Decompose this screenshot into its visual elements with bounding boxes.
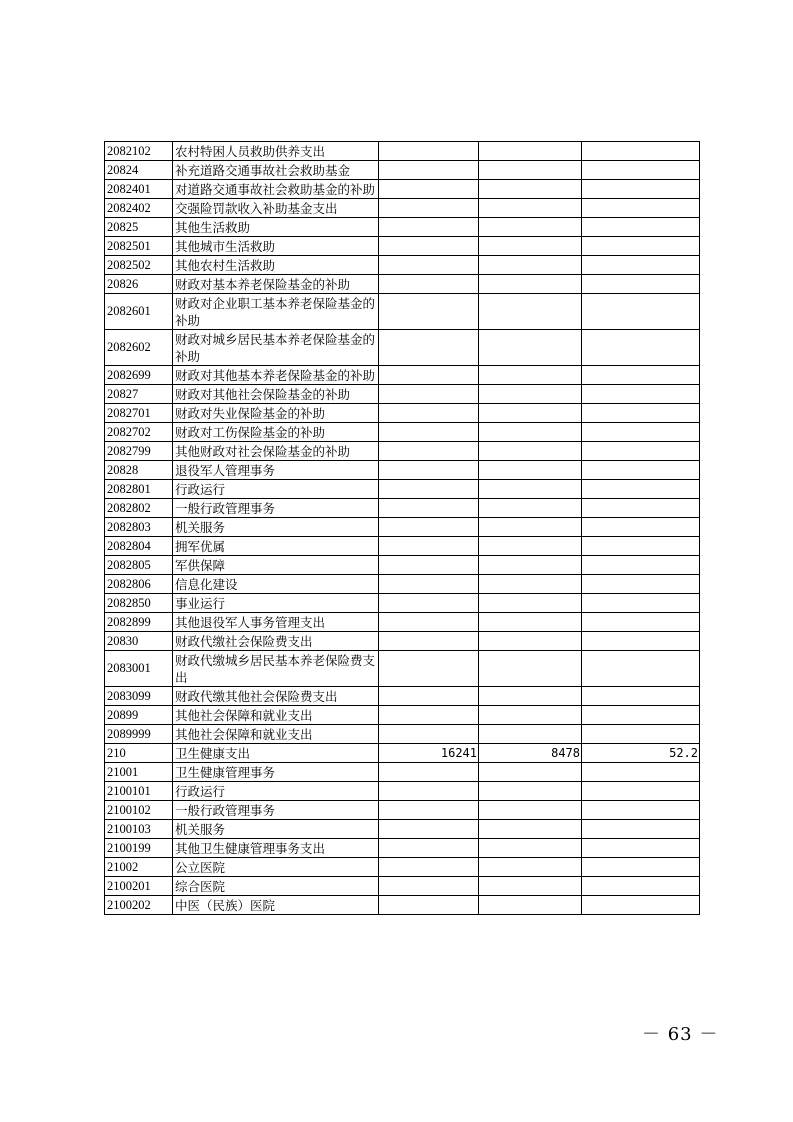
value-cell-2	[479, 801, 582, 820]
table-row	[105, 480, 700, 499]
value-cell-1	[379, 858, 479, 877]
value-cell-2	[479, 366, 582, 385]
value-cell-1	[379, 256, 479, 275]
code-cell: 2082501	[105, 237, 173, 256]
name-cell: 财政代缴城乡居民基本养老保险费支出	[173, 651, 379, 687]
value-cell-3	[582, 651, 700, 687]
value-cell-1	[379, 594, 479, 613]
code-cell: 2082699	[105, 366, 173, 385]
value-cell-3	[582, 330, 700, 366]
value-cell-3	[582, 858, 700, 877]
value-cell-1	[379, 801, 479, 820]
value-cell-2	[479, 518, 582, 537]
code-cell: 2082401	[105, 180, 173, 199]
value-cell-1	[379, 142, 479, 161]
value-cell-2	[479, 237, 582, 256]
table-row	[105, 651, 700, 687]
code-cell: 2089999	[105, 725, 173, 744]
value-cell-2	[479, 782, 582, 801]
value-cell-2	[479, 763, 582, 782]
value-cell-1	[379, 199, 479, 218]
code-cell: 20830	[105, 632, 173, 651]
code-cell: 2083099	[105, 687, 173, 706]
code-cell: 20827	[105, 385, 173, 404]
table-row	[105, 180, 700, 199]
table-row	[105, 256, 700, 275]
name-cell: 其他财政对社会保险基金的补助	[173, 442, 379, 461]
name-cell: 其他社会保障和就业支出	[173, 725, 379, 744]
table-row	[105, 575, 700, 594]
value-cell-1	[379, 404, 479, 423]
value-cell-3	[582, 820, 700, 839]
value-cell-2	[479, 877, 582, 896]
value-cell-3	[582, 877, 700, 896]
value-cell-1	[379, 782, 479, 801]
name-cell: 事业运行	[173, 594, 379, 613]
name-cell: 卫生健康管理事务	[173, 763, 379, 782]
value-cell-3	[582, 499, 700, 518]
budget-table	[104, 141, 700, 915]
value-cell-1	[379, 706, 479, 725]
value-cell-2	[479, 556, 582, 575]
value-cell-3: 52.2	[582, 744, 700, 763]
name-cell: 卫生健康支出	[173, 744, 379, 763]
code-cell: 2100201	[105, 877, 173, 896]
code-cell: 2082899	[105, 613, 173, 632]
value-cell-2	[479, 706, 582, 725]
code-cell: 2100101	[105, 782, 173, 801]
table-row	[105, 613, 700, 632]
value-cell-1	[379, 651, 479, 687]
value-cell-1	[379, 820, 479, 839]
name-cell: 机关服务	[173, 518, 379, 537]
value-cell-2	[479, 294, 582, 330]
value-cell-2	[479, 142, 582, 161]
value-cell-1	[379, 499, 479, 518]
value-cell-1	[379, 366, 479, 385]
value-cell-2	[479, 858, 582, 877]
value-cell-3	[582, 556, 700, 575]
value-cell-3	[582, 706, 700, 725]
value-cell-1	[379, 423, 479, 442]
table-row	[105, 858, 700, 877]
value-cell-1	[379, 518, 479, 537]
name-cell: 一般行政管理事务	[173, 801, 379, 820]
value-cell-2	[479, 442, 582, 461]
value-cell-3	[582, 180, 700, 199]
value-cell-2	[479, 820, 582, 839]
name-cell: 财政对工伤保险基金的补助	[173, 423, 379, 442]
value-cell-3	[582, 294, 700, 330]
code-cell: 2100102	[105, 801, 173, 820]
value-cell-1	[379, 442, 479, 461]
page-number: － 63 －	[642, 1024, 719, 1045]
table-row	[105, 423, 700, 442]
code-cell: 2083001	[105, 651, 173, 687]
name-cell: 其他卫生健康管理事务支出	[173, 839, 379, 858]
name-cell: 农村特困人员救助供养支出	[173, 142, 379, 161]
code-cell: 2082802	[105, 499, 173, 518]
name-cell: 财政对其他社会保险基金的补助	[173, 385, 379, 404]
name-cell: 一般行政管理事务	[173, 499, 379, 518]
table-row	[105, 218, 700, 237]
code-cell: 210	[105, 744, 173, 763]
value-cell-2	[479, 480, 582, 499]
value-cell-3	[582, 366, 700, 385]
table-row	[105, 404, 700, 423]
code-cell: 20824	[105, 161, 173, 180]
value-cell-1	[379, 237, 479, 256]
value-cell-1	[379, 877, 479, 896]
name-cell: 拥军优属	[173, 537, 379, 556]
table-row	[105, 385, 700, 404]
name-cell: 财政对其他基本养老保险基金的补助	[173, 366, 379, 385]
value-cell-1	[379, 294, 479, 330]
name-cell: 综合医院	[173, 877, 379, 896]
value-cell-3	[582, 725, 700, 744]
code-cell: 21002	[105, 858, 173, 877]
value-cell-3	[582, 537, 700, 556]
value-cell-3	[582, 256, 700, 275]
table-row	[105, 537, 700, 556]
code-cell: 2100202	[105, 896, 173, 915]
value-cell-3	[582, 687, 700, 706]
name-cell: 补充道路交通事故社会救助基金	[173, 161, 379, 180]
table-row	[105, 442, 700, 461]
value-cell-1	[379, 556, 479, 575]
value-cell-2	[479, 404, 582, 423]
value-cell-1	[379, 385, 479, 404]
value-cell-2	[479, 632, 582, 651]
code-cell: 2082801	[105, 480, 173, 499]
value-cell-3	[582, 423, 700, 442]
value-cell-3	[582, 142, 700, 161]
code-cell: 2082805	[105, 556, 173, 575]
value-cell-1	[379, 725, 479, 744]
table-row	[105, 330, 700, 366]
table-row	[105, 706, 700, 725]
name-cell: 退役军人管理事务	[173, 461, 379, 480]
code-cell: 2082601	[105, 294, 173, 330]
name-cell: 财政代缴其他社会保险费支出	[173, 687, 379, 706]
table-row	[105, 687, 700, 706]
value-cell-1	[379, 180, 479, 199]
name-cell: 财政对失业保险基金的补助	[173, 404, 379, 423]
name-cell: 交强险罚款收入补助基金支出	[173, 199, 379, 218]
name-cell: 财政对基本养老保险基金的补助	[173, 275, 379, 294]
value-cell-1	[379, 687, 479, 706]
table-row	[105, 461, 700, 480]
value-cell-3	[582, 594, 700, 613]
code-cell: 2100103	[105, 820, 173, 839]
table-row	[105, 518, 700, 537]
name-cell: 军供保障	[173, 556, 379, 575]
value-cell-3	[582, 632, 700, 651]
value-cell-1	[379, 161, 479, 180]
table-row	[105, 725, 700, 744]
table-row	[105, 556, 700, 575]
value-cell-1	[379, 613, 479, 632]
code-cell: 20826	[105, 275, 173, 294]
value-cell-1	[379, 330, 479, 366]
value-cell-2	[479, 161, 582, 180]
code-cell: 21001	[105, 763, 173, 782]
value-cell-3	[582, 385, 700, 404]
value-cell-3	[582, 782, 700, 801]
value-cell-3	[582, 480, 700, 499]
value-cell-1: 16241	[379, 744, 479, 763]
name-cell: 财政对企业职工基本养老保险基金的补助	[173, 294, 379, 330]
value-cell-3	[582, 461, 700, 480]
value-cell-3	[582, 161, 700, 180]
value-cell-2	[479, 575, 582, 594]
name-cell: 其他城市生活救助	[173, 237, 379, 256]
value-cell-3	[582, 218, 700, 237]
name-cell: 信息化建设	[173, 575, 379, 594]
name-cell: 中医（民族）医院	[173, 896, 379, 915]
table-row	[105, 839, 700, 858]
value-cell-2	[479, 180, 582, 199]
code-cell: 2100199	[105, 839, 173, 858]
value-cell-2	[479, 199, 582, 218]
value-cell-1	[379, 896, 479, 915]
value-cell-2	[479, 461, 582, 480]
table-row	[105, 632, 700, 651]
table-row	[105, 366, 700, 385]
table-row	[105, 820, 700, 839]
value-cell-3	[582, 763, 700, 782]
value-cell-3	[582, 442, 700, 461]
table-row	[105, 237, 700, 256]
value-cell-3	[582, 275, 700, 294]
table-body	[105, 142, 700, 915]
code-cell: 2082701	[105, 404, 173, 423]
name-cell: 公立医院	[173, 858, 379, 877]
value-cell-2	[479, 896, 582, 915]
value-cell-1	[379, 763, 479, 782]
code-cell: 2082850	[105, 594, 173, 613]
value-cell-2	[479, 499, 582, 518]
name-cell: 行政运行	[173, 480, 379, 499]
table-row	[105, 499, 700, 518]
code-cell: 2082803	[105, 518, 173, 537]
value-cell-2	[479, 651, 582, 687]
name-cell: 其他社会保障和就业支出	[173, 706, 379, 725]
name-cell: 行政运行	[173, 782, 379, 801]
code-cell: 2082602	[105, 330, 173, 366]
table-row	[105, 294, 700, 330]
value-cell-2: 8478	[479, 744, 582, 763]
value-cell-1	[379, 632, 479, 651]
table-row	[105, 896, 700, 915]
table-row	[105, 161, 700, 180]
value-cell-2	[479, 385, 582, 404]
code-cell: 2082806	[105, 575, 173, 594]
value-cell-1	[379, 537, 479, 556]
value-cell-1	[379, 275, 479, 294]
value-cell-2	[479, 613, 582, 632]
value-cell-3	[582, 575, 700, 594]
value-cell-3	[582, 199, 700, 218]
value-cell-2	[479, 839, 582, 858]
value-cell-3	[582, 613, 700, 632]
value-cell-2	[479, 275, 582, 294]
value-cell-1	[379, 575, 479, 594]
value-cell-2	[479, 594, 582, 613]
table-row	[105, 594, 700, 613]
name-cell: 财政代缴社会保险费支出	[173, 632, 379, 651]
code-cell: 20828	[105, 461, 173, 480]
name-cell: 其他退役军人事务管理支出	[173, 613, 379, 632]
name-cell: 其他农村生活救助	[173, 256, 379, 275]
value-cell-1	[379, 461, 479, 480]
table-row	[105, 199, 700, 218]
value-cell-3	[582, 518, 700, 537]
code-cell: 20825	[105, 218, 173, 237]
value-cell-3	[582, 404, 700, 423]
value-cell-2	[479, 330, 582, 366]
table-row	[105, 801, 700, 820]
code-cell: 2082102	[105, 142, 173, 161]
name-cell: 其他生活救助	[173, 218, 379, 237]
table-row	[105, 877, 700, 896]
name-cell: 机关服务	[173, 820, 379, 839]
name-cell: 财政对城乡居民基本养老保险基金的补助	[173, 330, 379, 366]
code-cell: 2082804	[105, 537, 173, 556]
code-cell: 2082799	[105, 442, 173, 461]
table-row	[105, 744, 700, 763]
table-row	[105, 275, 700, 294]
value-cell-2	[479, 256, 582, 275]
value-cell-1	[379, 480, 479, 499]
value-cell-2	[479, 537, 582, 556]
value-cell-3	[582, 801, 700, 820]
table-row	[105, 782, 700, 801]
name-cell: 对道路交通事故社会救助基金的补助	[173, 180, 379, 199]
value-cell-2	[479, 687, 582, 706]
value-cell-2	[479, 423, 582, 442]
table-row	[105, 763, 700, 782]
code-cell: 2082502	[105, 256, 173, 275]
value-cell-3	[582, 839, 700, 858]
value-cell-2	[479, 725, 582, 744]
code-cell: 20899	[105, 706, 173, 725]
value-cell-3	[582, 896, 700, 915]
code-cell: 2082702	[105, 423, 173, 442]
code-cell: 2082402	[105, 199, 173, 218]
table-row	[105, 142, 700, 161]
value-cell-1	[379, 839, 479, 858]
value-cell-2	[479, 218, 582, 237]
value-cell-3	[582, 237, 700, 256]
value-cell-1	[379, 218, 479, 237]
